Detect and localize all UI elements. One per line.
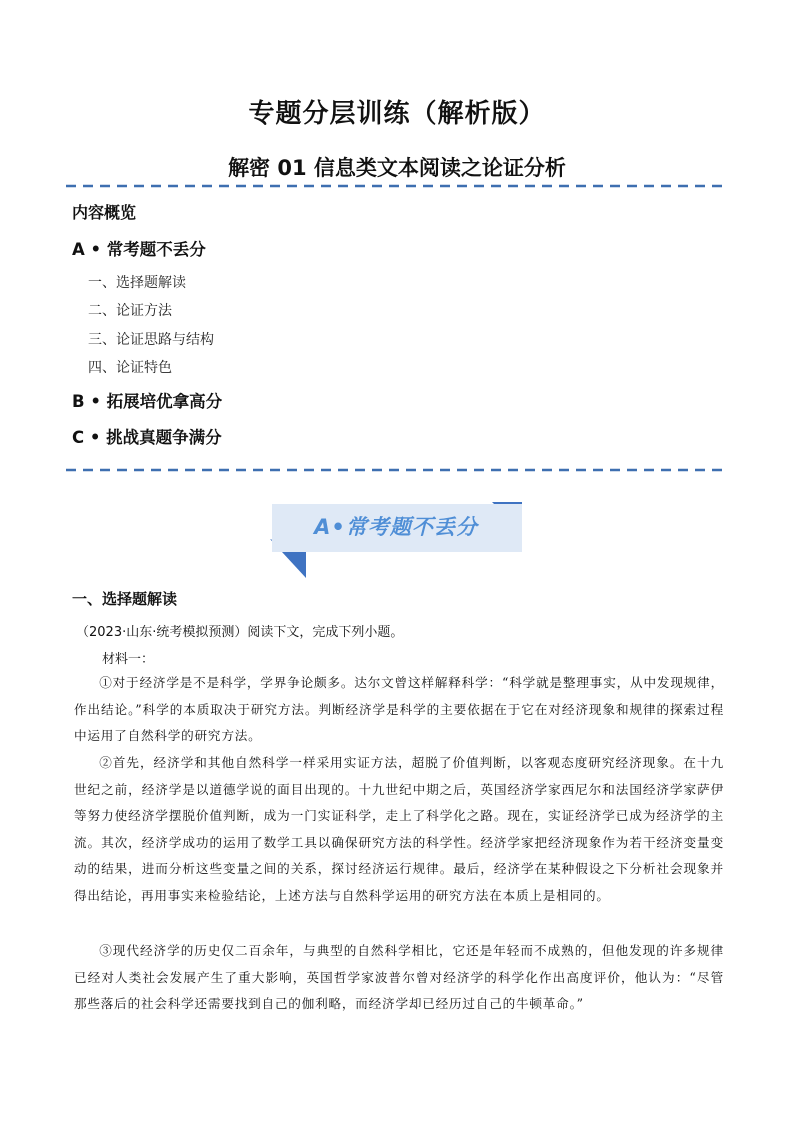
page-subtitle: 解密 01 信息类文本阅读之论证分析 [228, 156, 566, 180]
divider-top [66, 184, 726, 188]
page-title: 专题分层训练（解析版） [248, 99, 546, 129]
toc-item-4: 四、论证特色 [88, 360, 172, 376]
paragraph-1: ①对于经济学是不是科学，学界争论颇多。达尔文曾这样解释科学：“科学就是整理事实，从中发现规律，作出结论。”科学的本质取决于研究方法。判断经济学是科学的主要依据在于它在对经济现象和规律的探索过程中运用了自然科学的研究方法。 [74, 675, 724, 744]
toc-item-3: 三、论证思路与结构 [88, 332, 214, 348]
toc-section-b: B • 拓展培优拿高分 [72, 392, 223, 411]
paragraph-3: ③现代经济学的历史仅二百余年，与典型的自然科学相比，它还是年轻而不成熟的，但他发现的许多规律已经对人类社会发展产生了重大影响，英国哲学家波普尔曾对经济学的科学化作出高度评价，他认为：“尽管那些落后的社会科学还需要找到自己的伽利略，而经济学却已经历过自己的牛顿革命。” [74, 943, 724, 1012]
banner-label: A•常考题不丢分 [314, 515, 478, 539]
divider-bottom [66, 468, 726, 472]
question-heading: 一、选择题解读 [72, 590, 178, 608]
toc-heading: 内容概览 [72, 203, 137, 222]
toc-item-2: 二、论证方法 [88, 303, 172, 319]
material-label: 材料一： [102, 652, 155, 667]
toc-item-1: 一、选择题解读 [88, 275, 186, 291]
paragraph-2: ②首先，经济学和其他自然科学一样采用实证方法，超脱了价值判断，以客观态度研究经济现象。在十九世纪之前，经济学是以道德学说的面目出现的。十九世纪中期之后，英国经济学家西尼尔和法国经济学家萨伊等努力使经济学摆脱价值判断，成为一门实证科学，走上了科学化之路。现在，实证经济学已成为经济学的主流。其次，经济学成功的运用了数学工具以确保研究方法的科学性。经济学家把经济现象作为若干经济变量变动的结果，进而分析这些变量之间的关系，探讨经济运行规律。最后，经济学在某种假设之下分析社会现象并得出结论，再用事实来检验结论，上述方法与自然科学运用的研究方法在本质上是相同的。 [74, 755, 724, 903]
question-source: （2023·山东·统考模拟预测）阅读下文，完成下列小题。 [76, 625, 404, 640]
toc-section-a: A • 常考题不丢分 [72, 240, 206, 259]
toc-section-c: C • 挑战真题争满分 [72, 428, 222, 447]
